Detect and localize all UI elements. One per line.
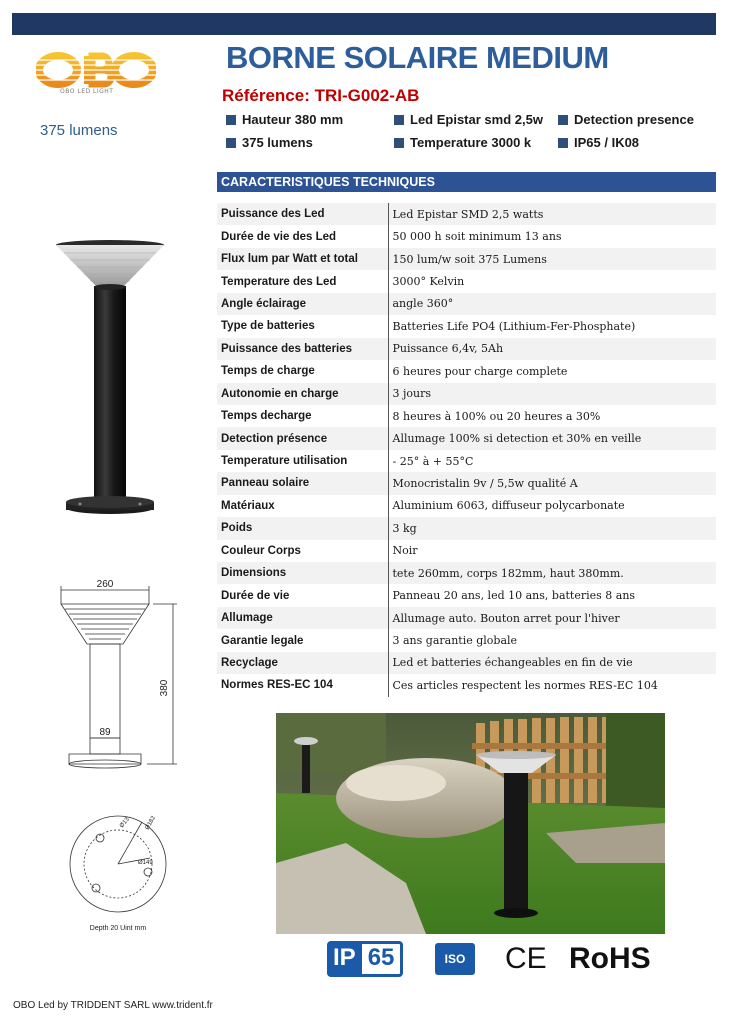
feature-item: IP65 / IK08 (558, 135, 639, 150)
table-row: Normes RES-EC 104 Ces articles respectent les normes RES-EC 104 (217, 674, 716, 696)
feature-item: Hauteur 380 mm (226, 112, 343, 127)
logo-subtitle: OBO LED LIGHT (60, 88, 114, 95)
table-row: Durée de vie des Led 50 000 h soit minimum 13 ans (217, 225, 716, 247)
side-drawing (55, 578, 185, 783)
table-row: Recyclage Led et batteries échangeables en fin de vie (217, 652, 716, 674)
depth-label: Depth 20 Uint mm (89, 925, 147, 932)
drawing-height-label: 380 (159, 679, 170, 697)
table-row: Flux lum par Watt et total 150 lum/w soit 375 Lumens (217, 248, 716, 270)
ce-mark: CE (505, 942, 547, 975)
table-row: Garantie legale 3 ans garantie globale (217, 629, 716, 651)
table-row: Puissance des Led Led Epistar SMD 2,5 watts (217, 203, 716, 225)
section-header: CARACTERISTIQUES TECHNIQUES (217, 172, 716, 192)
table-row: Poids 3 kg (217, 517, 716, 539)
drawing-base-label: 89 (99, 727, 111, 738)
top-drawing (60, 808, 180, 938)
table-row: Temperature des Led 3000° Kelvin (217, 270, 716, 292)
drawing-width-label: 260 (96, 579, 114, 590)
table-row: Dimensions tete 260mm, corps 182mm, haut 380mm. (217, 562, 716, 584)
table-row: Detection présence Allumage 100% si detection et 30% en veille (217, 427, 716, 449)
table-row: Panneau solaire Monocristalin 9v / 5,5w qualité A (217, 472, 716, 494)
table-row: Autonomie en charge 3 jours (217, 383, 716, 405)
reference-code: Référence: TRI-G002-AB (222, 86, 420, 105)
spec-table (217, 203, 716, 697)
bullet-square-icon (394, 115, 404, 125)
bullet-square-icon (226, 138, 236, 148)
feature-item: Detection presence (558, 112, 694, 127)
table-row: Couleur Corps Noir (217, 540, 716, 562)
footer-text: OBO Led by TRIDDENT SARL www.trident.fr (13, 1000, 213, 1011)
table-row: Angle éclairage angle 360° (217, 293, 716, 315)
table-row: Temperature utilisation - 25° à + 55°C (217, 450, 716, 472)
table-row: Durée de vie Panneau 20 ans, led 10 ans, batteries 8 ans (217, 584, 716, 606)
ip65-badge (327, 941, 403, 977)
lumens-label: 375 lumens (40, 122, 118, 139)
hole-diameter-label: Ø13 (118, 816, 131, 830)
table-row: Temps decharge 8 heures à 100% ou 20 heures a 30% (217, 405, 716, 427)
table-row: Matériaux Aluminium 6063, diffuseur polycarbonate (217, 495, 716, 517)
bullet-square-icon (394, 138, 404, 148)
bullet-square-icon (558, 138, 568, 148)
table-row: Puissance des batteries Puissance 6,4v, 5Ah (217, 338, 716, 360)
outer-diameter-label: Ø182 (144, 815, 158, 831)
feature-item: Led Epistar smd 2,5w (394, 112, 543, 127)
bullet-square-icon (558, 115, 568, 125)
ip65-prefix: IP (327, 941, 362, 977)
page-title: BORNE SOLAIRE MEDIUM (226, 40, 609, 75)
top-banner (12, 13, 716, 35)
product-image (50, 236, 170, 526)
rohs-mark: RoHS (569, 942, 651, 975)
table-row: Type de batteries Batteries Life PO4 (Lithium-Fer-Phosphate) (217, 315, 716, 337)
bullet-square-icon (226, 115, 236, 125)
table-row: Temps de charge 6 heures pour charge complete (217, 360, 716, 382)
inner-diameter-label: Ø149 (138, 860, 153, 866)
garden-photo (276, 713, 665, 934)
table-row: Allumage Allumage auto. Bouton arret pour l'hiver (217, 607, 716, 629)
certification-logos (327, 941, 672, 979)
feature-item: Temperature 3000 k (394, 135, 531, 150)
iso-badge: ISO (435, 943, 475, 975)
feature-item: 375 lumens (226, 135, 313, 150)
ip65-number: 65 (362, 941, 404, 977)
